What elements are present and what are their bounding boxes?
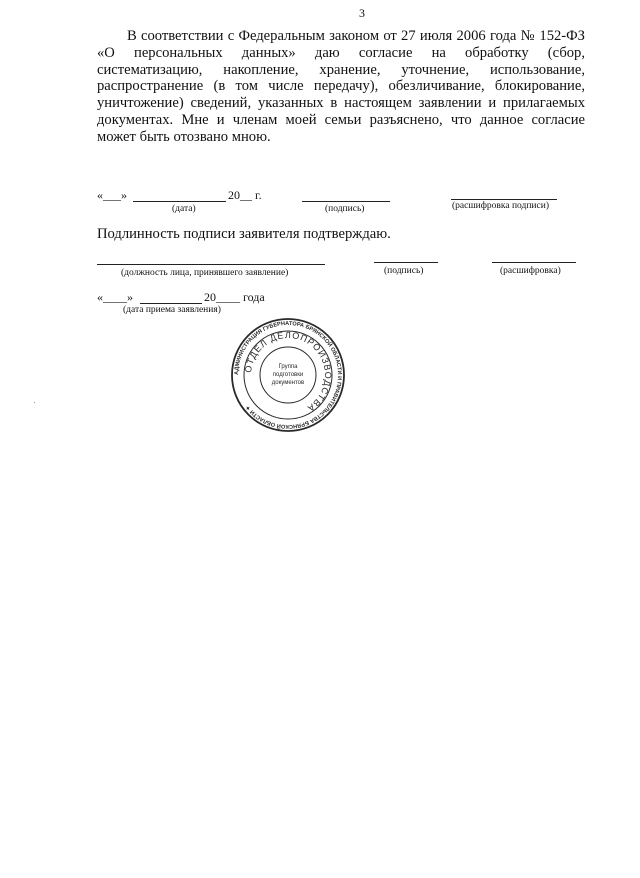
official-signature-line <box>374 262 438 263</box>
official-signature-caption: (подпись) <box>384 266 424 276</box>
receipt-date-caption: (дата приема заявления) <box>123 305 221 315</box>
receipt-date-line <box>140 303 202 304</box>
consent-paragraph: В соответствии с Федеральным законом от 27 июля 2006 года № 152-ФЗ «О персональных данных» даю согласие на обработку (сбор, систематизацию, накопление, хранение, уточнение, использование, распространение (в том числе передачу), обезличивание, блокирование, уничтожение) сведений, указанных в настоящем заявлении и прилагаемых документах. Мне и членам моей семьи разъяснено, что данное согласие может быть отозвано мною. <box>97 28 585 145</box>
official-decoding-line <box>492 262 576 263</box>
page-number: 3 <box>359 6 365 20</box>
stamp-center-line2: подготовки <box>272 372 304 378</box>
applicant-signature-caption: (подпись) <box>325 204 365 214</box>
applicant-signature-line <box>302 201 390 202</box>
stamp-inner-text: ОТДЕЛ ДЕЛОПРОИЗВОДСТВА <box>242 329 334 414</box>
applicant-date-line <box>133 201 226 202</box>
official-position-caption: (должность лица, принявшего заявление) <box>121 268 289 278</box>
applicant-date-caption: (дата) <box>172 204 196 214</box>
applicant-decoding-line <box>451 199 557 200</box>
applicant-year: 20__ г. <box>228 188 262 202</box>
scan-speck <box>34 402 35 403</box>
stamp-center-line1: Группа <box>278 364 298 370</box>
applicant-date-quote: «___» <box>97 188 127 202</box>
receipt-date-quote: «____» <box>97 290 133 304</box>
office-stamp <box>231 318 345 432</box>
official-position-line <box>97 264 325 265</box>
verification-statement: Подлинность подписи заявителя подтверждаю. <box>97 226 391 242</box>
applicant-decoding-caption: (расшифровка подписи) <box>452 201 549 211</box>
receipt-year: 20____ года <box>204 290 265 304</box>
stamp-outer-text: АДМИНИСТРАЦИЯ ГУБЕРНАТОРА БРЯНСКОЙ ОБЛАСТИ И ПРАВИТЕЛЬСТВА БРЯНСКОЙ ОБЛАСТИ ✦ <box>233 320 343 430</box>
official-decoding-caption: (расшифровка) <box>500 266 561 276</box>
stamp-center-line3: документов <box>271 380 305 386</box>
